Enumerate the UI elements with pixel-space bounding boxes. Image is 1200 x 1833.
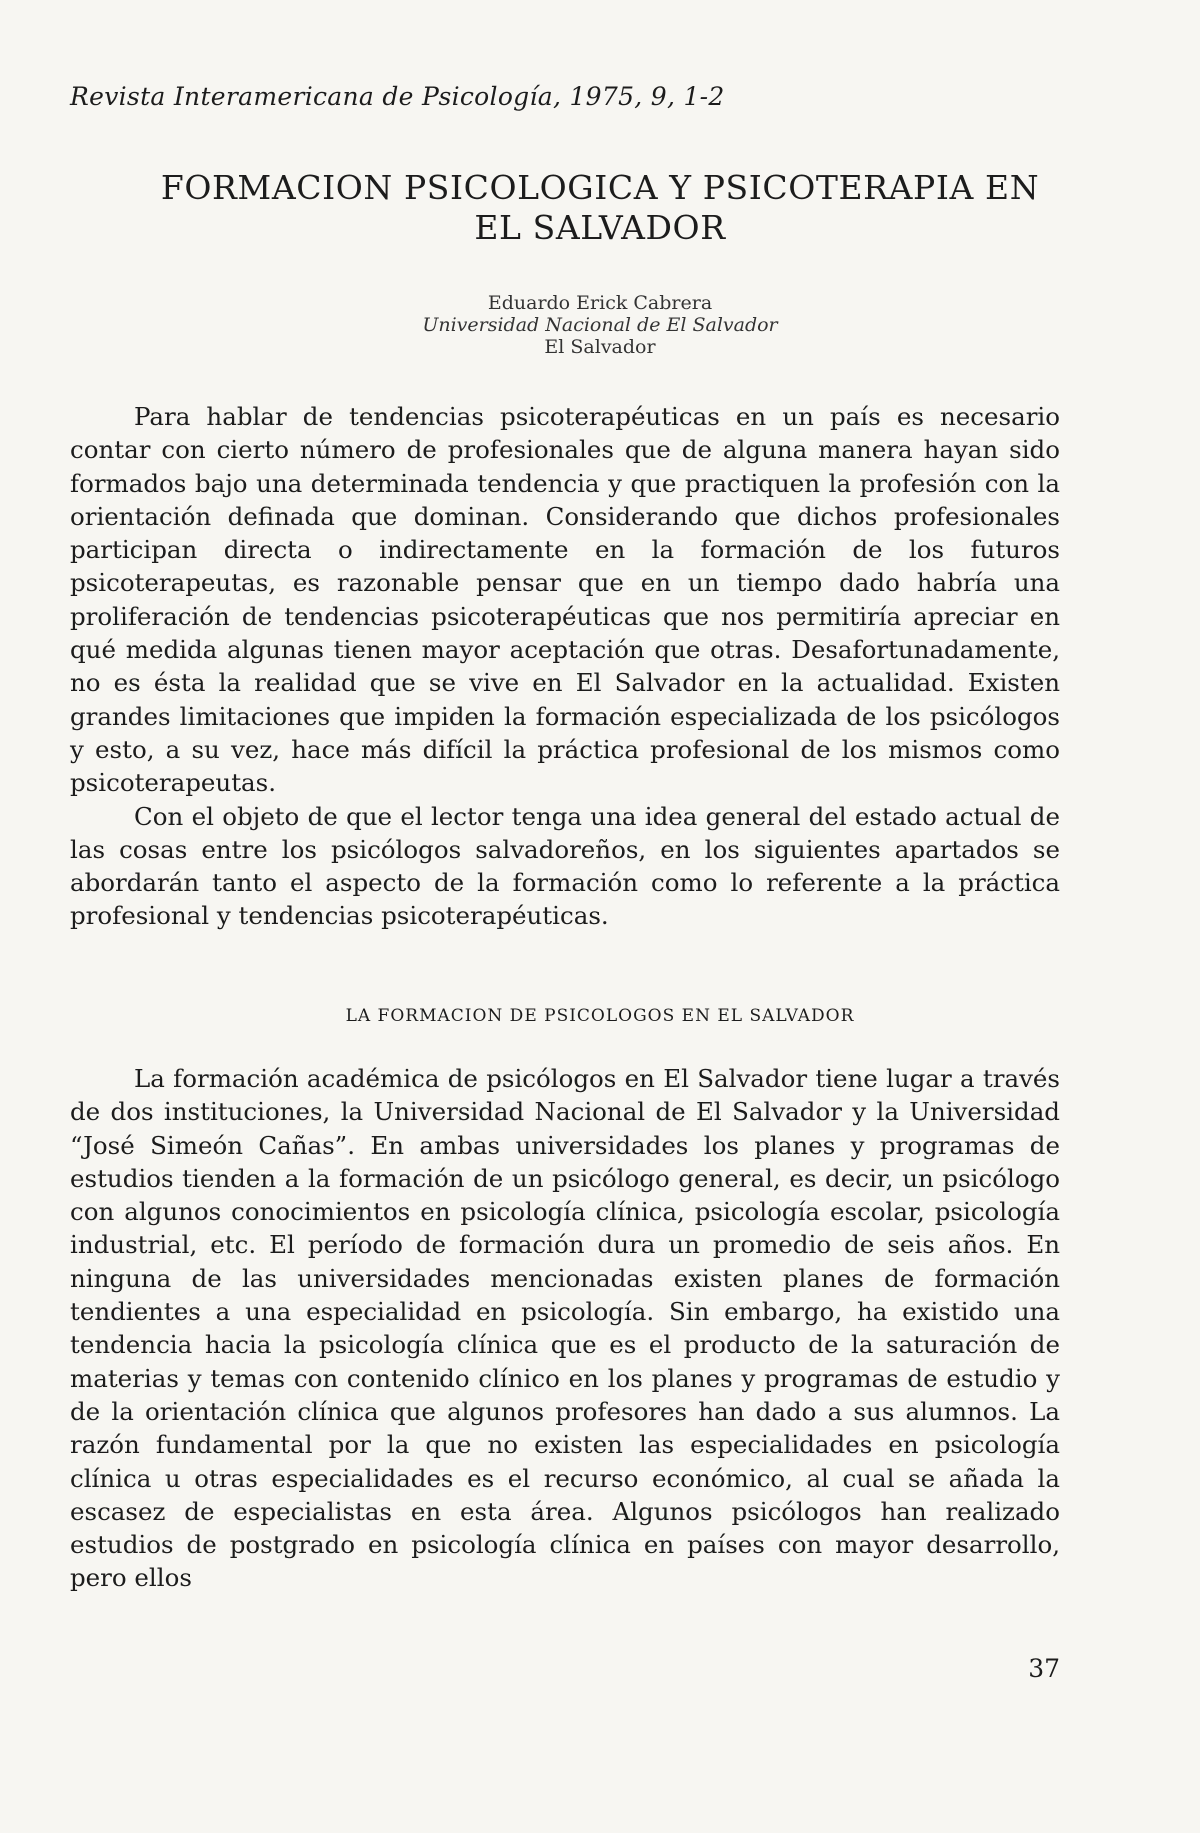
author-affiliation: Universidad Nacional de El Salvador <box>422 314 778 336</box>
journal-citation: Revista Interamericana de Psicología, 1975, 9, 1-2 <box>70 82 725 111</box>
byline <box>0 292 1200 358</box>
paragraph: La formación académica de psicólogos en El Salvador tiene lugar a través de dos instituciones, la Universidad Nacional de El Salvador y la Universidad “José Simeón Cañas”. En ambas universidades los planes y programas de estudios tienden a la formación de un psicólogo general, es decir, un psicólogo con algunos conocimientos en psicología clínica, psicología escolar, psicología industrial, etc. El período de formación dura un promedio de seis años. En ninguna de las universidades mencionadas existen planes de formación tendientes a una especialidad en psicología. Sin embargo, ha existido una tendencia hacia la psicología clínica que es el producto de la saturación de materias y temas con contenido clínico en los planes y programas de estudio y de la orientación clínica que algunos profesores han dado a sus alumnos. La razón fundamental por la que no existen las especialidades en psicología clínica u otras especialidades es el recurso económico, al cual se añada la escasez de especialistas en esta área. Algunos psicólogos han realizado estudios de postgrado en psicología clínica en países con mayor desarrollo, pero ellos <box>70 1064 1060 1593</box>
section-body <box>70 1062 1060 1595</box>
paragraph: Con el objeto de que el lector tenga una idea general del estado actual de las cosas entre los psicólogos salvadoreños, en los siguientes apartados se abordarán tanto el aspecto de la formación como lo referente a la práctica profesional y tendencias psicoterapéuticas. <box>70 801 1060 931</box>
author-country: El Salvador <box>544 336 656 358</box>
paragraph: Para hablar de tendencias psicoterapéuticas en un país es necesario contar con cierto número de profesionales que de alguna manera hayan sido formados bajo una determinada tendencia y que practiquen la profesión con la orientación definada que dominan. Considerando que dichos profesionales participan directa o indirectamente en la formación de los futuros psicoterapeutas, es razonable pensar que en un tiempo dado habría una proliferación de tendencias psicoterapéuticas que nos permitiría apreciar en qué medida algunas tienen mayor aceptación que otras. Desafortunadamente, no es ésta la realidad que se vive en El Salvador en la actualidad. Existen grandes limitaciones que impiden la formación especializada de los psicólogos y esto, a su vez, hace más difícil la práctica profesional de los mismos como psicoterapeutas. <box>70 402 1060 798</box>
section-heading: LA FORMACION DE PSICOLOGOS EN EL SALVADOR <box>345 1006 855 1026</box>
intro-section <box>70 400 1060 933</box>
page-number: 37 <box>1028 1654 1060 1683</box>
article-title <box>60 168 1140 248</box>
title-line-1: FORMACION PSICOLOGICA Y PSICOTERAPIA EN <box>160 168 1040 207</box>
title-line-2: EL SALVADOR <box>474 208 726 247</box>
author-name: Eduardo Erick Cabrera <box>487 292 713 314</box>
